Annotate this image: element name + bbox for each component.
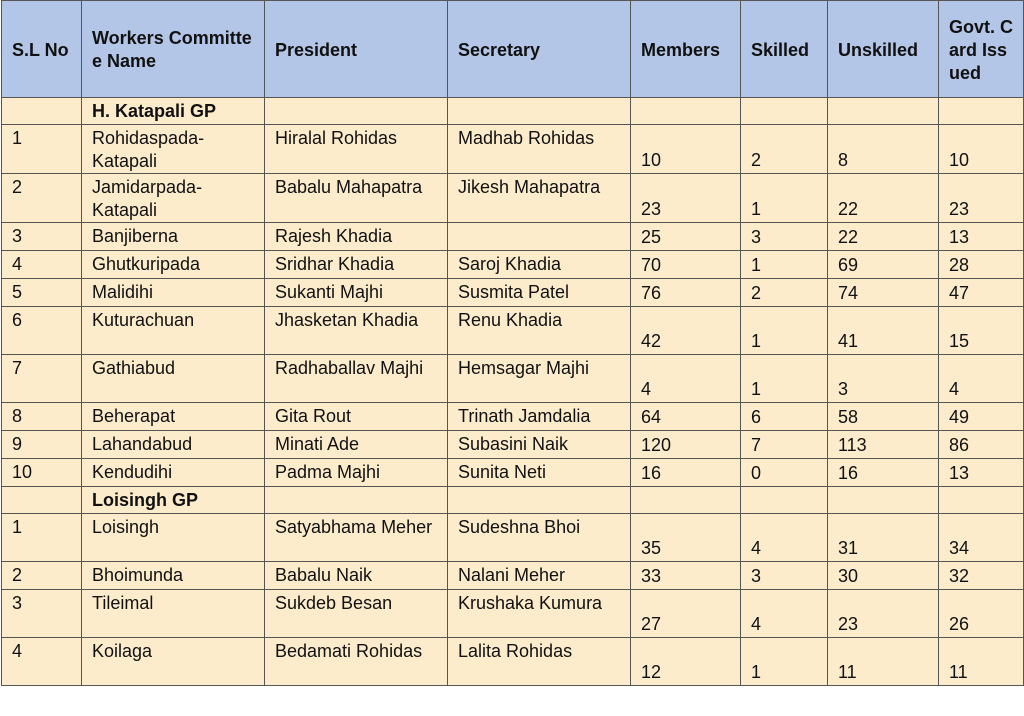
cell-members: 42 [631,307,741,355]
cell-president: Hiralal Rohidas [265,125,448,174]
cell-committee: Rohidaspada-Katapali [82,125,265,174]
cell-card: 49 [939,403,1024,431]
cell-unskilled: 22 [828,223,939,251]
cell-secretary: Krushaka Kumura [448,590,631,638]
empty-cell [631,98,741,125]
cell-skilled: 1 [741,638,828,686]
table-row [2,251,1024,279]
cell-skilled: 0 [741,459,828,487]
cell-card: 13 [939,459,1024,487]
cell-committee: Malidihi [82,279,265,307]
cell-secretary: Sunita Neti [448,459,631,487]
cell-sl: 1 [2,514,82,562]
cell-sl: 5 [2,279,82,307]
cell-skilled: 7 [741,431,828,459]
cell-unskilled: 113 [828,431,939,459]
empty-cell [939,98,1024,125]
cell-committee: Beherapat [82,403,265,431]
cell-secretary: Jikesh Mahapatra [448,174,631,223]
table-row [2,403,1024,431]
cell-president: Jhasketan Khadia [265,307,448,355]
cell-members: 4 [631,355,741,403]
table-body [2,98,1024,686]
table-row [2,514,1024,562]
table-row [2,307,1024,355]
cell-sl: 2 [2,562,82,590]
empty-cell [2,487,82,514]
cell-card: 26 [939,590,1024,638]
cell-sl: 4 [2,251,82,279]
cell-card: 86 [939,431,1024,459]
cell-unskilled: 8 [828,125,939,174]
cell-sl: 2 [2,174,82,223]
cell-secretary: Renu Khadia [448,307,631,355]
cell-skilled: 3 [741,223,828,251]
header-skilled: Skilled [741,1,828,98]
cell-committee: Jamidarpada-Katapali [82,174,265,223]
cell-committee: Loisingh [82,514,265,562]
cell-card: 13 [939,223,1024,251]
table-header [2,1,1024,98]
cell-committee: Kuturachuan [82,307,265,355]
cell-sl: 3 [2,590,82,638]
cell-president: Babalu Naik [265,562,448,590]
table-row [2,431,1024,459]
cell-secretary: Madhab Rohidas [448,125,631,174]
cell-unskilled: 58 [828,403,939,431]
table-row [2,355,1024,403]
cell-secretary: Lalita Rohidas [448,638,631,686]
cell-skilled: 1 [741,174,828,223]
cell-card: 10 [939,125,1024,174]
table-row [2,174,1024,223]
cell-unskilled: 11 [828,638,939,686]
cell-president: Sukdeb Besan [265,590,448,638]
cell-sl: 7 [2,355,82,403]
cell-president: Minati Ade [265,431,448,459]
cell-president: Gita Rout [265,403,448,431]
cell-skilled: 1 [741,355,828,403]
cell-unskilled: 16 [828,459,939,487]
cell-president: Sridhar Khadia [265,251,448,279]
section-header-row [2,487,1024,514]
cell-unskilled: 31 [828,514,939,562]
cell-members: 10 [631,125,741,174]
cell-members: 76 [631,279,741,307]
cell-members: 70 [631,251,741,279]
cell-sl: 1 [2,125,82,174]
cell-card: 32 [939,562,1024,590]
empty-cell [741,98,828,125]
table-row [2,562,1024,590]
cell-committee: Tileimal [82,590,265,638]
header-secretary: Secretary [448,1,631,98]
header-president: President [265,1,448,98]
cell-secretary: Nalani Meher [448,562,631,590]
cell-skilled: 2 [741,279,828,307]
empty-cell [939,487,1024,514]
table-row [2,279,1024,307]
cell-sl: 6 [2,307,82,355]
workers-committee-table [1,0,1024,686]
cell-members: 33 [631,562,741,590]
header-members: Members [631,1,741,98]
cell-members: 120 [631,431,741,459]
cell-card: 47 [939,279,1024,307]
cell-card: 23 [939,174,1024,223]
header-unskilled: Unskilled [828,1,939,98]
cell-president: Sukanti Majhi [265,279,448,307]
cell-members: 25 [631,223,741,251]
cell-unskilled: 30 [828,562,939,590]
cell-skilled: 6 [741,403,828,431]
empty-cell [2,98,82,125]
cell-president: Babalu Mahapatra [265,174,448,223]
empty-cell [448,98,631,125]
empty-cell [828,487,939,514]
cell-sl: 4 [2,638,82,686]
cell-president: Radhaballav Majhi [265,355,448,403]
empty-cell [741,487,828,514]
header-committee-name: Workers Committee Name [82,1,265,98]
cell-skilled: 3 [741,562,828,590]
table-row [2,590,1024,638]
cell-secretary: Trinath Jamdalia [448,403,631,431]
cell-card: 4 [939,355,1024,403]
cell-committee: Koilaga [82,638,265,686]
cell-skilled: 4 [741,590,828,638]
cell-president: Bedamati Rohidas [265,638,448,686]
cell-members: 64 [631,403,741,431]
table-row [2,459,1024,487]
cell-president: Rajesh Khadia [265,223,448,251]
cell-skilled: 4 [741,514,828,562]
cell-sl: 9 [2,431,82,459]
table-row [2,223,1024,251]
cell-committee: Bhoimunda [82,562,265,590]
cell-unskilled: 74 [828,279,939,307]
empty-cell [828,98,939,125]
empty-cell [448,487,631,514]
cell-members: 12 [631,638,741,686]
table-row [2,638,1024,686]
cell-members: 16 [631,459,741,487]
empty-cell [265,487,448,514]
cell-card: 11 [939,638,1024,686]
cell-unskilled: 22 [828,174,939,223]
cell-unskilled: 3 [828,355,939,403]
header-card-issued: Govt. Card Issued [939,1,1024,98]
cell-unskilled: 23 [828,590,939,638]
cell-secretary: Subasini Naik [448,431,631,459]
section-title: H. Katapali GP [82,98,265,125]
empty-cell [265,98,448,125]
cell-committee: Ghutkuripada [82,251,265,279]
cell-secretary [448,223,631,251]
cell-secretary: Sudeshna Bhoi [448,514,631,562]
cell-committee: Banjiberna [82,223,265,251]
cell-skilled: 1 [741,251,828,279]
cell-committee: Kendudihi [82,459,265,487]
table-row [2,125,1024,174]
cell-president: Padma Majhi [265,459,448,487]
cell-secretary: Saroj Khadia [448,251,631,279]
cell-skilled: 2 [741,125,828,174]
cell-secretary: Susmita Patel [448,279,631,307]
header-sl-no: S.L No [2,1,82,98]
cell-members: 23 [631,174,741,223]
cell-committee: Lahandabud [82,431,265,459]
cell-secretary: Hemsagar Majhi [448,355,631,403]
section-title: Loisingh GP [82,487,265,514]
section-header-row [2,98,1024,125]
cell-members: 27 [631,590,741,638]
cell-card: 28 [939,251,1024,279]
cell-members: 35 [631,514,741,562]
cell-sl: 8 [2,403,82,431]
empty-cell [631,487,741,514]
header-row [2,1,1024,98]
cell-unskilled: 41 [828,307,939,355]
cell-sl: 10 [2,459,82,487]
cell-president: Satyabhama Meher [265,514,448,562]
cell-sl: 3 [2,223,82,251]
cell-card: 15 [939,307,1024,355]
cell-committee: Gathiabud [82,355,265,403]
cell-card: 34 [939,514,1024,562]
cell-unskilled: 69 [828,251,939,279]
cell-skilled: 1 [741,307,828,355]
